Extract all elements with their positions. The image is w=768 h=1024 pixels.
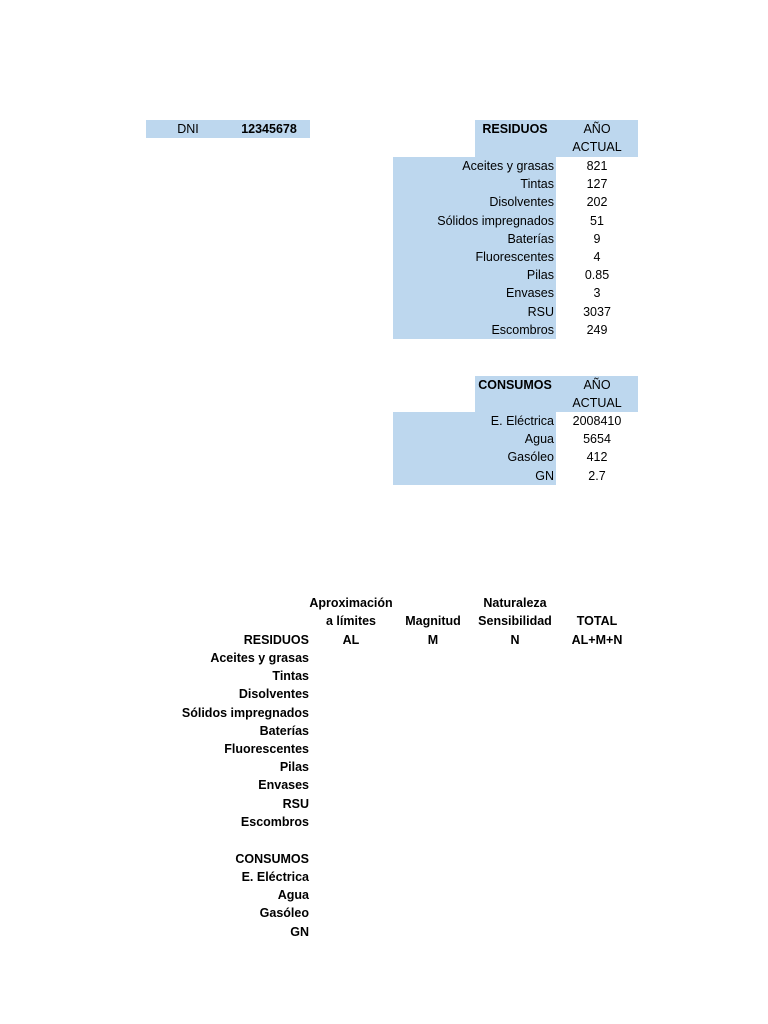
consumos-row-name[interactable]: Agua [524, 432, 554, 447]
residuos-row-name[interactable]: Baterías [507, 231, 554, 246]
consumos-row-value[interactable]: 412 [586, 450, 608, 465]
consumos-table-header[interactable]: CONSUMOS [478, 378, 552, 392]
residuos-row-value[interactable]: 3 [593, 286, 601, 301]
residuos-row-value[interactable]: 127 [586, 177, 608, 192]
consumos-row-value[interactable]: 2.7 [588, 468, 606, 483]
eval-residuos-row-label[interactable]: Pilas [279, 760, 309, 775]
eval-consumos-row-label[interactable]: Gasóleo [259, 906, 309, 921]
col-n-line2: Sensibilidad [478, 614, 552, 628]
residuos-row-value[interactable]: 51 [590, 213, 604, 228]
consumos-year-header-line1[interactable]: AÑO [583, 378, 611, 392]
eval-consumos-row-label[interactable]: GN [290, 924, 309, 939]
residuos-table-header[interactable]: RESIDUOS [482, 122, 548, 136]
residuos-row-value[interactable]: 3037 [583, 304, 611, 319]
col-n-line1[interactable]: Naturaleza [483, 596, 547, 610]
residuos-row-name[interactable]: Tintas [520, 177, 554, 192]
col-al-line1[interactable]: Aproximación [309, 596, 393, 610]
residuos-row-name[interactable]: Aceites y grasas [462, 159, 554, 173]
residuos-row-value[interactable]: 821 [586, 159, 608, 173]
eval-consumos-header[interactable]: CONSUMOS [235, 852, 309, 866]
consumos-row-value[interactable]: 5654 [583, 432, 611, 447]
eval-consumos-row-label[interactable]: E. Eléctrica [241, 870, 309, 884]
residuos-row-value[interactable]: 9 [593, 231, 601, 246]
residuos-row-name[interactable]: Sólidos impregnados [437, 213, 554, 228]
col-total-line1[interactable]: TOTAL [576, 614, 618, 628]
col-al-code: AL [342, 633, 360, 647]
residuos-row-value[interactable]: 0.85 [584, 268, 610, 283]
eval-residuos-row-label[interactable]: Aceites y grasas [210, 651, 309, 665]
consumos-row-value[interactable]: 2008410 [572, 414, 622, 428]
residuos-row-name[interactable]: Pilas [526, 268, 554, 283]
dni-value[interactable]: 12345678 [241, 122, 297, 136]
col-al-line2: a límites [325, 614, 377, 628]
eval-residuos-row-label[interactable]: RSU [282, 796, 309, 811]
col-m-line1[interactable]: Magnitud [405, 614, 461, 628]
eval-residuos-row-label[interactable]: Fluorescentes [224, 742, 309, 756]
residuos-row-value[interactable]: 202 [586, 195, 608, 210]
eval-residuos-row-label[interactable]: Disolventes [238, 687, 309, 702]
col-total-code: AL+M+N [571, 633, 623, 647]
residuos-row-name[interactable]: Disolventes [489, 195, 554, 210]
residuos-row-value[interactable]: 4 [593, 250, 601, 264]
eval-residuos-row-label[interactable]: Tintas [272, 669, 309, 684]
eval-residuos-header[interactable]: RESIDUOS [243, 633, 309, 647]
consumos-row-name[interactable]: E. Eléctrica [490, 414, 554, 428]
consumos-row-name[interactable]: Gasóleo [507, 450, 554, 465]
col-n-code: N [510, 633, 520, 647]
eval-consumos-row-label[interactable]: Agua [277, 888, 309, 903]
consumos-row-name[interactable]: GN [535, 468, 554, 483]
eval-residuos-row-label[interactable]: Envases [258, 778, 309, 793]
residuos-row-name[interactable]: Escombros [491, 322, 554, 337]
eval-residuos-row-label[interactable]: Baterías [259, 723, 309, 738]
residuos-year-header-line1[interactable]: AÑO [583, 122, 611, 136]
residuos-row-name[interactable]: Envases [506, 286, 554, 301]
residuos-row-value[interactable]: 249 [586, 322, 608, 337]
dni-label[interactable]: DNI [177, 122, 199, 136]
eval-residuos-row-label[interactable]: Sólidos impregnados [181, 705, 309, 720]
col-m-code: M [427, 633, 439, 647]
residuos-row-name[interactable]: RSU [527, 304, 554, 319]
eval-residuos-row-label[interactable]: Escombros [240, 814, 309, 829]
consumos-year-header-line2: ACTUAL [572, 396, 622, 410]
residuos-year-header-line2: ACTUAL [572, 140, 622, 154]
residuos-row-name[interactable]: Fluorescentes [475, 250, 554, 264]
